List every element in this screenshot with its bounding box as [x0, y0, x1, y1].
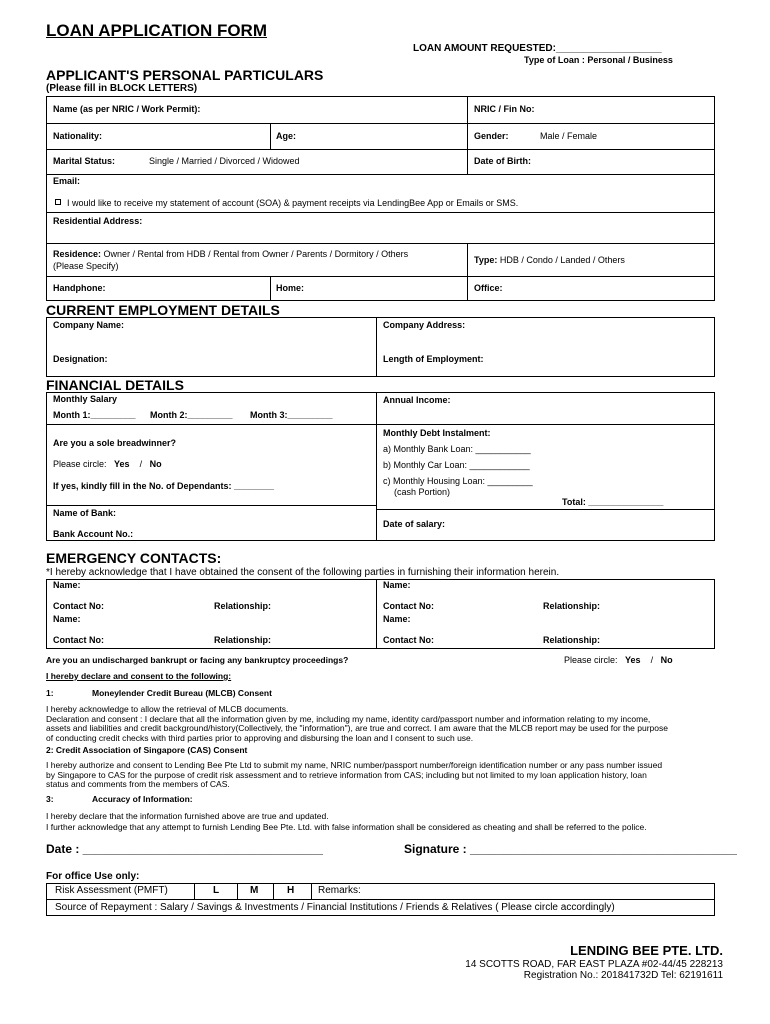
month3-field[interactable]: Month 3:_________: [250, 410, 333, 420]
section3-title: Accuracy of Information:: [92, 794, 193, 804]
personal-subheading: (Please fill in BLOCK LETTERS): [46, 83, 198, 94]
breadwinner-question: Are you a sole breadwinner?: [53, 438, 177, 448]
section3-number: 3:: [46, 794, 54, 804]
age-field[interactable]: Age:: [276, 131, 296, 141]
marital-options[interactable]: Single / Married / Divorced / Widowed: [149, 156, 300, 166]
handphone-field[interactable]: Handphone:: [53, 283, 106, 293]
dependants-field[interactable]: If yes, kindly fill in the No. of Dependants: ________: [53, 481, 275, 491]
risk-level-l[interactable]: L: [213, 885, 220, 896]
remarks-field[interactable]: Remarks:: [318, 885, 361, 896]
address-field[interactable]: Residential Address:: [53, 216, 143, 226]
form-title: LOAN APPLICATION FORM: [46, 21, 267, 40]
monthly-salary-label: Monthly Salary: [53, 394, 118, 404]
repayment-source[interactable]: Source of Repayment : Salary / Savings & Investments / Financial Institutions / Friends & Relatives ( Please circle accordingly): [55, 902, 615, 913]
section1-text: I hereby acknowledge to allow the retrieval of MLCB documents. Declaration and consent : I declare that all the information given by me, including my name, identity card/passport number and information relating to my income, assets and liabilities and credit background/history(Collectively, the "information"), are true and correct. I am aware that the MLCB report may be used for the purpose of conducting credit checks with third parties prior to approving and disbursing the loan and I consent to such use.: [46, 704, 668, 743]
contact1-relationship[interactable]: Relationship:: [214, 601, 272, 611]
type-field[interactable]: [474, 255, 625, 265]
risk-assessment-label: Risk Assessment (PMFT): [55, 885, 168, 896]
yes-option[interactable]: Yes: [625, 655, 641, 665]
employment-heading: CURRENT EMPLOYMENT DETAILS: [46, 302, 280, 318]
loan-type-options[interactable]: Type of Loan : Personal / Business: [524, 55, 673, 65]
nric-field[interactable]: NRIC / Fin No:: [474, 104, 535, 114]
yes-option[interactable]: Yes: [114, 459, 130, 469]
personal-heading: APPLICANT'S PERSONAL PARTICULARS: [46, 67, 324, 83]
gender-options[interactable]: Male / Female: [540, 131, 598, 141]
section3-text: I hereby declare that the information furnished above are true and updated. I further acknowledge that any attempt to furnish Lending Bee Pte. Ltd. with false information shall be considered as cheating and shall be referred to the police.: [46, 811, 647, 832]
please-circle-label: Please circle:: [564, 655, 618, 665]
contact1-name[interactable]: Name:: [53, 580, 81, 590]
contact4-relationship[interactable]: Relationship:: [543, 635, 601, 645]
type-label: Type:: [474, 255, 498, 265]
contact2-relationship[interactable]: Relationship:: [543, 601, 601, 611]
salary-date-field[interactable]: Date of salary:: [383, 519, 446, 529]
section2-text: I hereby authorize and consent to Lending Bee Pte Ltd to submit my name, NRIC number/passport number/foreign identification number or any pass number issued by Singapore to CAS for the purpose of credit risk assessment and to retrieve information from CAS; including but not limited to my loan application history, loan status and comments from the members of CAS.: [46, 760, 663, 789]
contact4-number[interactable]: Contact No:: [383, 635, 434, 645]
contact3-number[interactable]: Contact No:: [53, 635, 104, 645]
emergency-heading: EMERGENCY CONTACTS:: [46, 550, 222, 566]
residence-specify: (Please Specify): [53, 261, 119, 271]
no-option[interactable]: No: [149, 459, 162, 469]
signature-field[interactable]: Signature : ________________________________________: [404, 842, 737, 856]
company-name-field[interactable]: Company Name:: [53, 320, 125, 330]
no-option[interactable]: No: [660, 655, 673, 665]
debt-label: Monthly Debt Instalment:: [383, 428, 491, 438]
month2-field[interactable]: Month 2:_________: [150, 410, 233, 420]
soa-checkbox[interactable]: [55, 198, 518, 208]
section2-title: 2: Credit Association of Singapore (CAS) Consent: [46, 745, 248, 755]
section1-number: 1:: [46, 688, 54, 698]
nationality-field[interactable]: Nationality:: [53, 131, 103, 141]
bankrupt-answer[interactable]: [564, 655, 673, 665]
contact3-relationship[interactable]: Relationship:: [214, 635, 272, 645]
contact1-number[interactable]: Contact No:: [53, 601, 104, 611]
bank-loan-field[interactable]: a) Monthly Bank Loan: ___________: [383, 444, 531, 454]
marital-label: Marital Status:: [53, 156, 116, 166]
residence-options[interactable]: Owner / Rental from HDB / Rental from Owner / Parents / Dormitory / Others: [103, 249, 409, 259]
date-field[interactable]: Date : ____________________________________: [46, 842, 323, 856]
designation-field[interactable]: Designation:: [53, 354, 108, 364]
bank-account-field[interactable]: Bank Account No.:: [53, 529, 134, 539]
dob-field[interactable]: Date of Birth:: [474, 156, 531, 166]
employment-length-field[interactable]: Length of Employment:: [383, 354, 484, 364]
company-address-field[interactable]: Company Address:: [383, 320, 466, 330]
car-loan-field[interactable]: b) Monthly Car Loan: ____________: [383, 460, 530, 470]
slash-separator: /: [650, 655, 654, 665]
checkbox-icon[interactable]: [55, 199, 61, 205]
slash-separator: /: [139, 459, 143, 469]
name-field[interactable]: Name (as per NRIC / Work Permit):: [53, 104, 201, 114]
contact3-name[interactable]: Name:: [53, 614, 81, 624]
housing-loan-field[interactable]: c) Monthly Housing Loan: _________: [383, 476, 533, 486]
bank-name-field[interactable]: Name of Bank:: [53, 508, 117, 518]
employment-table: [46, 317, 715, 377]
loan-amount-field[interactable]: LOAN AMOUNT REQUESTED:___________________: [413, 43, 662, 54]
month1-field[interactable]: Month 1:_________: [53, 410, 136, 420]
company-address: 14 SCOTTS ROAD, FAR EAST PLAZA #02-44/45 228213: [465, 959, 723, 970]
office-field[interactable]: Office:: [474, 283, 503, 293]
cash-portion-label: (cash Portion): [394, 487, 451, 497]
bankrupt-question: Are you an undischarged bankrupt or facing any bankruptcy proceedings?: [46, 655, 349, 665]
financial-heading: FINANCIAL DETAILS: [46, 377, 184, 393]
home-field[interactable]: Home:: [276, 283, 305, 293]
emergency-table: [46, 579, 715, 649]
risk-level-m[interactable]: M: [250, 885, 259, 896]
company-name: LENDING BEE PTE. LTD.: [570, 943, 723, 958]
contact2-number[interactable]: Contact No:: [383, 601, 434, 611]
total-field[interactable]: Total: _______________: [562, 497, 664, 507]
breadwinner-answer[interactable]: [53, 459, 162, 469]
email-field[interactable]: Email:: [53, 176, 81, 186]
residence-field[interactable]: [53, 249, 408, 259]
please-circle-label: Please circle:: [53, 459, 107, 469]
contact2-name[interactable]: Name:: [383, 580, 411, 590]
contact4-name[interactable]: Name:: [383, 614, 411, 624]
risk-level-h[interactable]: H: [287, 885, 295, 896]
emergency-ack: *I hereby acknowledge that I have obtained the consent of the following parties in furnishing their information herein.: [46, 567, 560, 578]
type-options[interactable]: HDB / Condo / Landed / Others: [499, 255, 625, 265]
section1-title: Moneylender Credit Bureau (MLCB) Consent: [92, 688, 272, 698]
office-heading: For office Use only:: [46, 871, 140, 882]
declaration-heading: I hereby declare and consent to the following:: [46, 671, 232, 681]
soa-label: I would like to receive my statement of account (SOA) & payment receipts via LendingBee App or Emails or SMS.: [67, 198, 519, 208]
annual-income-field[interactable]: Annual Income:: [383, 395, 451, 405]
company-registration: Registration No.: 201841732D Tel: 62191611: [523, 970, 723, 981]
gender-label: Gender:: [474, 131, 509, 141]
residence-label: Residence:: [53, 249, 102, 259]
